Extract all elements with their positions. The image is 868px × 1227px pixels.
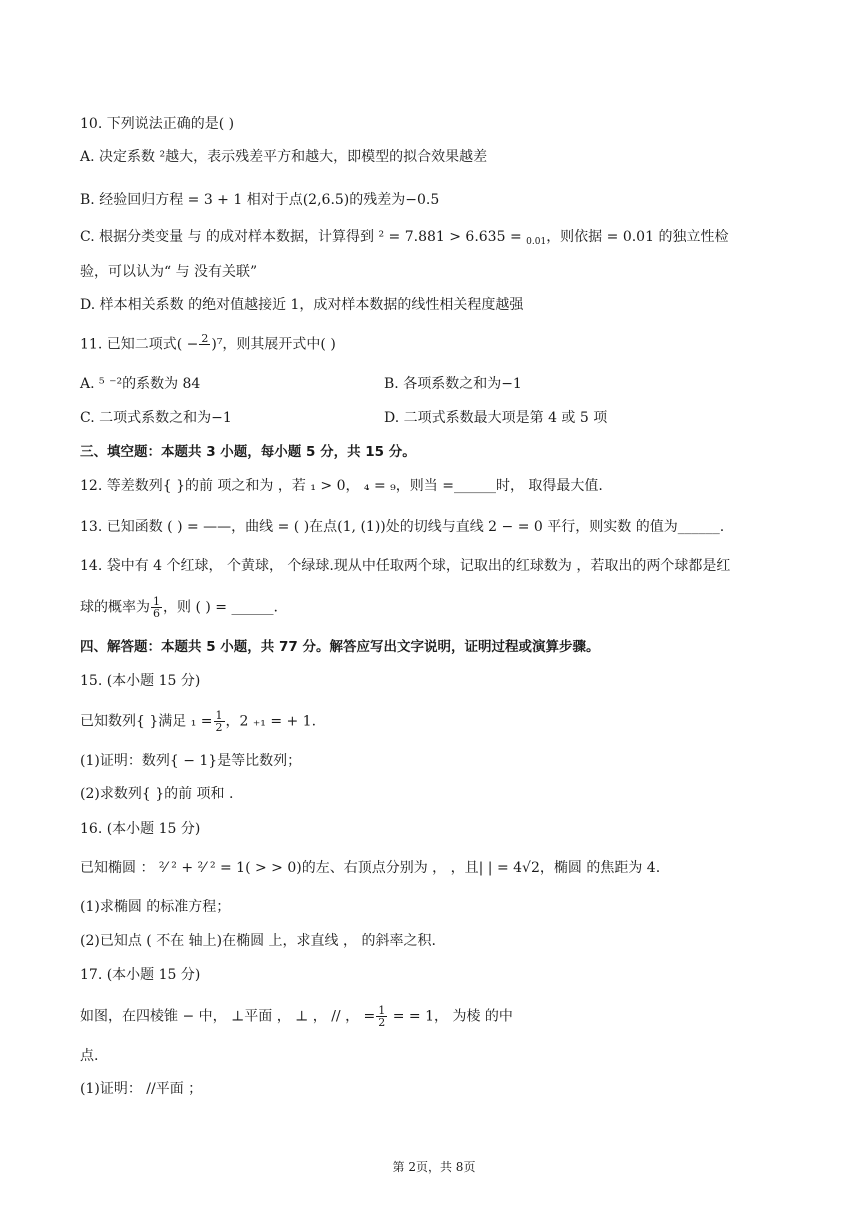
q15-heading: 15. (本小题 15 分) [80,673,201,689]
q16-part1: (1)求椭圆 的标准方程； [80,899,231,915]
q10-option-b: B. 经验回归方程 = 3 + 1 相对于点(2,6.5)的残差为−0.5 [80,192,440,208]
q17-stem-line2: 点. [80,1048,99,1064]
section4-heading: 四、解答题：本题共 5 小题，共 77 分。解答应写出文字说明，证明过程或演算步骤。 [80,639,600,655]
q16-stem: 已知椭圆 ： ²⁄ ² + ²⁄ ² = 1( > > 0)的左、右顶点分别为 ， ，且| | = 4√2，椭圆 的焦距为 4. [80,860,661,876]
q15-part2: (2)求数列{ }的前 项和 . [80,786,234,802]
q10-option-a: A. 决定系数 ²越大，表示残差平方和越大，即模型的拟合效果越差 [80,149,488,165]
q17-heading: 17. (本小题 15 分) [80,967,201,983]
q11-option-b: B. 各项系数之和为−1 [384,376,522,392]
q16-part2: (2)已知点 ( 不在 轴上)在椭圆 上，求直线 ， 的斜率之积. [80,933,436,949]
q11-option-c: C. 二项式系数之和为−1 [80,410,232,426]
section3-heading: 三、填空题：本题共 3 小题，每小题 5 分，共 15 分。 [80,444,416,460]
q14-line2: 球的概率为 $\frac{1}{6}$ ，则 ( ) = ______. [80,595,278,620]
q11-stem: 11. 已知二项式( − 2 )⁷，则其展开式中( ) [80,333,336,356]
q12: 12. 等差数列{ }的前 项之和为 ，若 ₁ > 0， ₄ = ₉，则当 =______时， 取得最大值. [80,478,603,494]
q11-option-a: A. ⁵ ⁻²的系数为 84 [80,376,201,392]
q11-option-d: D. 二项式系数最大项是第 4 或 5 项 [384,410,608,426]
q15-part1: (1)证明：数列{ − 1}是等比数列； [80,753,302,769]
q10-option-d: D. 样本相关系数 的绝对值越接近 1，成对样本数据的线性相关程度越强 [80,297,524,313]
q17-part1: (1)证明： //平面 ； [80,1081,203,1097]
q17-stem-line1: 如图，在四棱锥 − 中， ⊥平面 ， ⊥ ， // ， = $\frac{1}{2}$ = = 1， 为棱 的中 [80,1004,513,1029]
q10-stem: 10. 下列说法正确的是( ) [80,116,235,132]
page-footer: 第 2页，共 8页 [392,1160,476,1174]
q14-line1: 14. 袋中有 4 个红球， 个黄球， 个绿球.现从中任取两个球，记取出的红球数为 ，若取出的两个球都是红 [80,558,731,574]
q11-fraction: 2 [201,332,209,345]
q13: 13. 已知函数 ( ) = ——，曲线 = ( )在点(1, (1))处的切线与直线 2 − = 0 平行，则实数 的值为______. [80,519,725,535]
q16-heading: 16. (本小题 15 分) [80,821,201,837]
q15-fraction: $\frac{1}{2}$ [215,709,223,734]
q15-stem: 已知数列{ }满足 ₁ = $\frac{1}{2}$ ，2 ₊₁ = + 1. [80,709,317,734]
q10-option-c-line2: 验，可以认为“ 与 没有关联” [80,264,258,280]
q14-fraction: $\frac{1}{6}$ [153,595,160,620]
q17-fraction: $\frac{1}{2}$ [378,1004,386,1029]
q10-option-c-line1: C. 根据分类变量 与 的成对样本数据，计算得到 ² = 7.881 > 6.635 = $_{0.01}$，则依据 = 0.01 的独立性检 [80,229,729,247]
